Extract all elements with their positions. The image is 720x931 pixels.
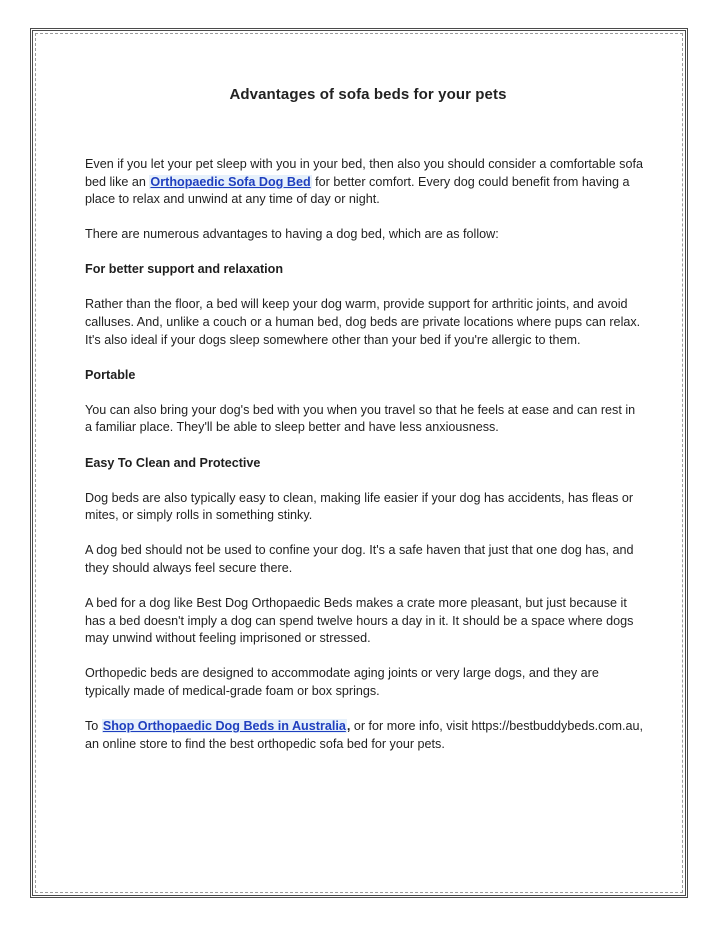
closing-link-suffix: ,	[346, 718, 351, 733]
intro-text-after: for better comfort. Every dog could benefit from having a place to relax and unwind at any time of day or night.	[85, 174, 630, 207]
section-body-portable: You can also bring your dog's bed with you when you travel so that he feels at ease and can rest in a familiar place. They'll be able to sleep better and have less anxiousness.	[85, 402, 636, 435]
closing-paragraph	[85, 718, 645, 753]
document-body	[85, 86, 645, 771]
shop-orthopaedic-dog-beds-link[interactable]: Shop Orthopaedic Dog Beds in Australia	[102, 718, 346, 733]
closing-text-after: or for more info, visit https://bestbuddybeds.com.au, an online store to find the best orthopedic sofa bed for your pets.	[85, 718, 643, 751]
document-title: Advantages of sofa beds for your pets	[229, 86, 507, 103]
intro-paragraph	[85, 156, 645, 209]
advantages-intro: There are numerous advantages to having a dog bed, which are as follow:	[85, 227, 499, 242]
section-heading-clean: Easy To Clean and Protective	[85, 455, 261, 470]
section-body-clean: Dog beds are also typically easy to clean, making life easier if your dog has accidents, has fleas or mites, or simply rolls in something stinky.	[85, 490, 634, 523]
intro-text-before: Even if you let your pet sleep with you in your bed, then also you should consider a comfortable sofa bed like an	[85, 157, 643, 189]
paragraph-confine: A dog bed should not be used to confine your dog. It's a safe haven that just that one dog has, and they should always feel secure there.	[85, 543, 634, 575]
paragraph-crate: A bed for a dog like Best Dog Orthopaedic Beds makes a crate more pleasant, but just because it has a bed doesn't imply a dog can spend twelve hours a day in it. It should be a space where dogs may unwind without feeling imprisoned or stressed.	[85, 596, 634, 646]
paragraph-orthopedic: Orthopedic beds are designed to accommodate aging joints or very large dogs, and they are typically made of medical-grade foam or box springs.	[85, 666, 599, 698]
orthopaedic-sofa-dog-bed-link[interactable]: Orthopaedic Sofa Dog Bed	[150, 174, 311, 189]
section-heading-support: For better support and relaxation	[85, 262, 284, 277]
section-heading-portable: Portable	[85, 367, 136, 382]
section-body-support: Rather than the floor, a bed will keep your dog warm, provide support for arthritic joints, and avoid calluses. And, unlike a couch or a human bed, dog beds are private locations where pups can relax. It's also ideal if your dogs sleep somewhere other than your bed if you're allergic to them.	[85, 297, 641, 347]
closing-text-before: To	[85, 718, 102, 733]
